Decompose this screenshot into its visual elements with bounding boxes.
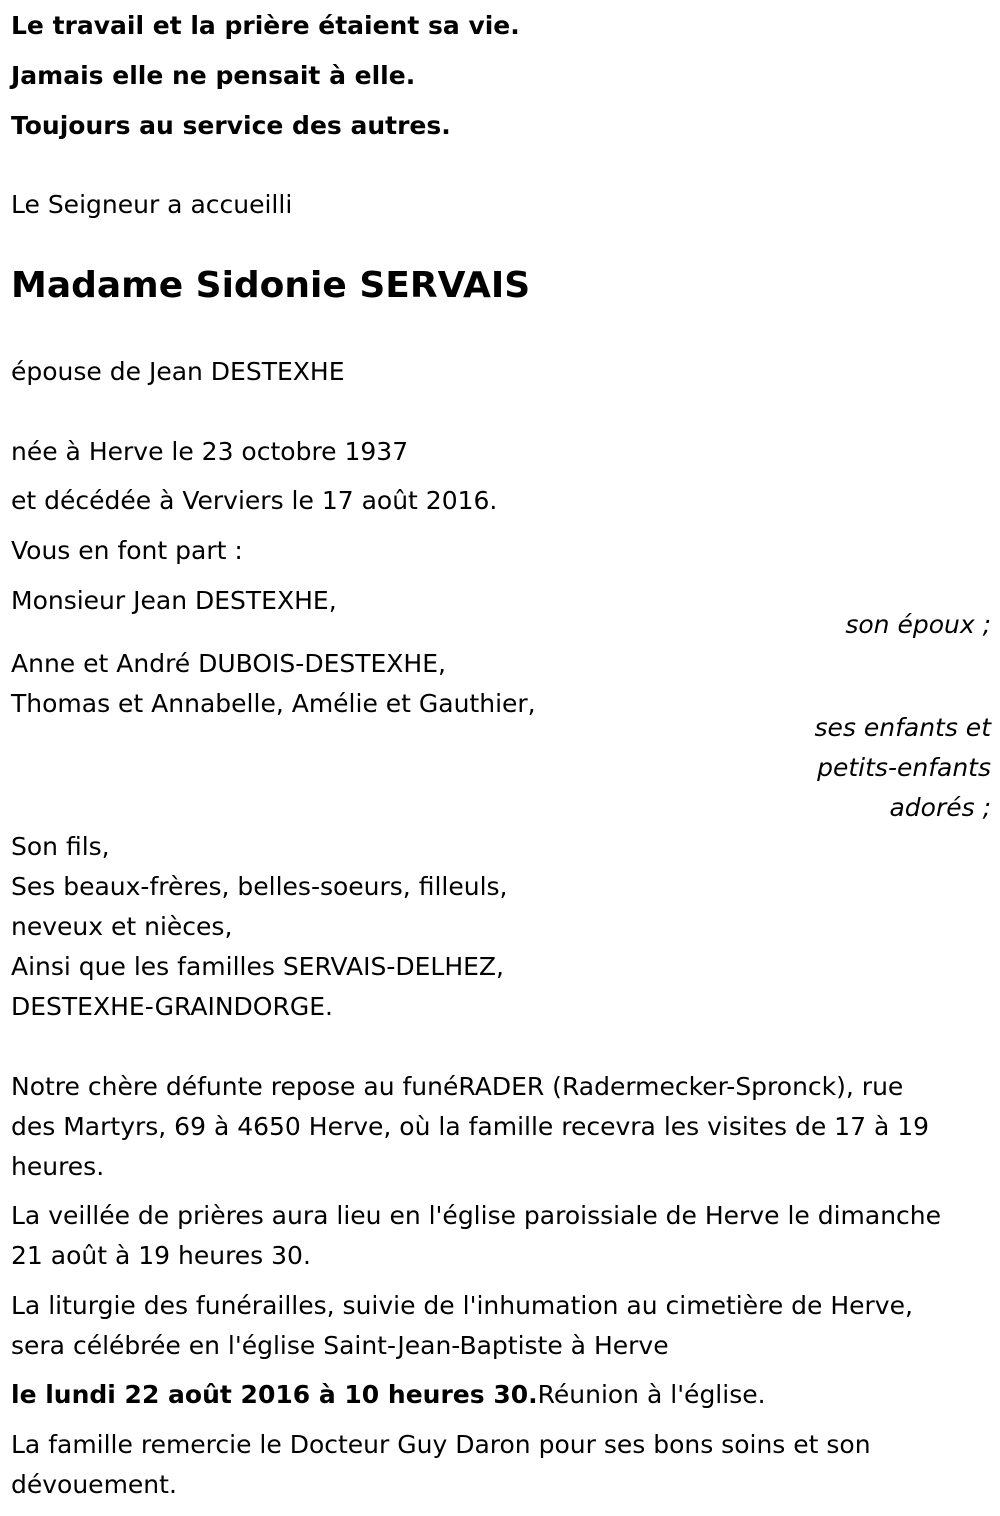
others-line: DESTEXHE-GRAINDORGE. (11, 992, 333, 1021)
intro-text: Le Seigneur a accueilli (11, 190, 293, 219)
children-line: Anne et André DUBOIS-DESTEXHE, (11, 649, 446, 678)
children-line: Thomas et Annabelle, Amélie et Gauthier, (11, 689, 536, 718)
liturgy-paragraph: La liturgie des funérailles, suivie de l'inhumation au cimetière de Herve, sera célébrée en l'église Saint-Jean-Baptiste à Herve (11, 1291, 913, 1360)
others-block (11, 827, 507, 1027)
children-block (11, 644, 536, 724)
epigraph-line-1: Le travail et la prière étaient sa vie. (11, 11, 520, 40)
epigraph-line-3: Toujours au service des autres. (11, 111, 451, 140)
deceased-name: Madame Sidonie SERVAIS (11, 265, 531, 306)
others-line: neveux et nièces, (11, 912, 233, 941)
death-line: et décédée à Verviers le 17 août 2016. (11, 486, 498, 515)
husband-name: Monsieur Jean DESTEXHE, (11, 586, 337, 615)
children-relation-line: ses enfants et (814, 713, 991, 742)
repose-paragraph: Notre chère défunte repose au funéRADER (Radermecker-Spronck), rue des Martyrs, 69 à 4650 Herve, où la famille recevra les visites de 17 à 19 heures. (11, 1072, 930, 1181)
funeral-date: le lundi 22 août 2016 à 10 heures 30. (11, 1380, 538, 1409)
others-line: Son fils, (11, 832, 110, 861)
birth-line: née à Herve le 23 octobre 1937 (11, 437, 409, 466)
husband-relation: son époux ; (845, 610, 991, 639)
vigil-paragraph: La veillée de prières aura lieu en l'église paroissiale de Herve le dimanche 21 août à 19 heures 30. (11, 1201, 942, 1270)
children-relation-line: adorés ; (889, 793, 991, 822)
funeral-date-line (11, 1375, 766, 1415)
meeting-text: Réunion à l'église. (537, 1380, 766, 1409)
others-line: Ainsi que les familles SERVAIS-DELHEZ, (11, 952, 504, 981)
epigraph-line-2: Jamais elle ne pensait à elle. (11, 61, 416, 90)
others-line: Ses beaux-frères, belles-soeurs, filleuls, (11, 872, 508, 901)
spouse-line: épouse de Jean DESTEXHE (11, 357, 345, 386)
announce-line: Vous en font part : (11, 536, 243, 565)
children-relation (814, 708, 991, 828)
children-relation-line: petits-enfants (817, 753, 991, 782)
thanks-paragraph: La famille remercie le Docteur Guy Daron pour ses bons soins et son dévouement. (11, 1430, 871, 1499)
